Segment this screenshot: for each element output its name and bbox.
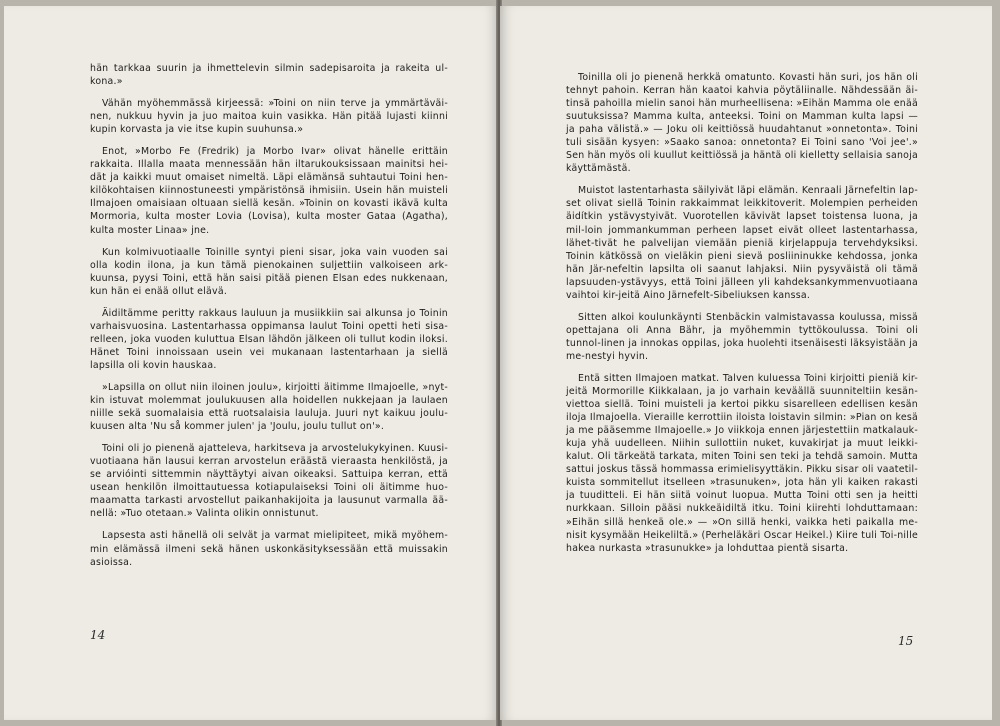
paragraph: »Lapsilla on ollut niin iloinen joulu», kirjoitti äitimme Ilmajoelle, »nyt-kin istuvat molemmat joulukuusen alla hoidellen nukkejaan ja laulaen niille sekä suomalaisia että ruotsalaisia lauluja. Juuri nyt kaikuu joulu-kuusen alta 'Nu så kommer julen' ja 'Joulu, joulu tullut on'». bbox=[90, 381, 448, 433]
paragraph: Äidiltämme peritty rakkaus lauluun ja musiikkiin sai alkunsa jo Toinin varhaisvuosina. Lastentarhassa oppimansa laulut Toini opetti heti sisa-relleen, joka vuoden kuluttua Elsan lähdön jälkeen oli tullut kodin iloksi. Hänet Toini innoissaan usein vei mukanaan lastentarhaan ja siellä lapsilla oli kovin hauskaa. bbox=[90, 307, 448, 371]
paragraph: Vähän myöhemmässä kirjeessä: »Toini on niin terve ja ymmärtäväi-nen, nukkuu hyvin ja juo maitoa kuin vasikka. Hän pitää lujasti kiinni kupin korvasta ja vie itse kupin suuhunsa.» bbox=[90, 98, 448, 136]
page-number-left: 14 bbox=[90, 628, 106, 642]
left-page bbox=[4, 6, 498, 720]
right-page-text bbox=[566, 71, 918, 564]
paragraph: Enot, »Morbo Fe (Fredrik) ja Morbo Ivar» olivat hänelle erittäin rakkaita. Illalla maata mennessään hän iltarukouksissaan mainitsi hei-dät ja kaikki muut omaiset nimeltä. Läpi elämänsä suhtautui Toini hen-kilökohtaisen kiinnostuneesti ympäristönsä ihmisiin. Usein hän muisteli Ilmajoen omaisiaan oltuaan siellä kesän. »Toinin on kovasti ikävä kulta Mormoria, kulta moster Lovia (Lovisa), kulta moster Gataa (Agatha), kulta moster Linaa» jne. bbox=[90, 146, 448, 236]
paragraph: hän tarkkaa suurin ja ihmettelevin silmin sadepisaroita ja rakeita ul-kona.» bbox=[90, 63, 448, 88]
paragraph: Lapsesta asti hänellä oli selvät ja varmat mielipiteet, mikä myöhem-min elämässä ilmeni sekä hänen uskonkäsityksessään että muissakin asioissa. bbox=[90, 530, 448, 568]
right-page bbox=[500, 6, 992, 720]
paragraph: Entä sitten Ilmajoen matkat. Talven kuluessa Toini kirjoitti pieniä kir-jeitä Mormorille Kiikkalaan, ja jo varhain keväällä suunniteltiin kesän-viettoa siellä. Toini muisteli ja kertoi pikku sisarelleen edellisen kesän iloja Ilmajoella. Vieraille kerrottiin iloista loistavin silmin: »Pian on kesä ja me pääsemme Ilmajoelle.» Jo viikkoja ennen järjestettiin matkalauk-kuja yhä uudelleen. Niihin sullottiin nuket, kuvakirjat ja muut leikki-kalut. Oli tärkeätä tarkata, miten Toini sen teki ja tehdä samoin. Mutta sattui joskus tässä hommassa erimielisyyttäkin. Pikku sisar oli vaatetil-kuista sommitellut itselleen »trasunuken», jota hän yli kaiken rakasti ja tuuditteli. Ei hän siitä voinut luopua. Mutta Toini otti sen ja heitti nurkkaan. Silloin pääsi nukkeäidiltä itku. Toini kiirehti lohduttamaan: »Eihän sillä henkeä ole.» — »On sillä henki, vaikka heti paikalla me-nisit kysymään Heikeliltä.» (Perheläkäri Oscar Heikel.) Kiire tuli Toi-nille hakea nurkasta »trasunukke» ja lohduttaa pientä sisarta. bbox=[566, 372, 918, 554]
paragraph: Muistot lastentarhasta säilyivät läpi elämän. Kenraali Järnefeltin lap-set olivat siellä Toinin rakkaimmat leikkitoverit. Molempien perheiden äidítkin ystävystyivät. Vuorotellen kävivät lapset toistensa luona, ja mil-loin jommankumman perheen lapset eivät olleet lastentarhassa, lähet-tivät he palvelijan viemään pieniä kirjelappuja tervehdyksiksi. Toinin kätkössä on vieläkin pieni sievä posliininukke kehdossa, jonka hän Jär-nefeltin lapsilta oli saanut lahjaksi. Niin pysyväistä oli tämä lapsuuden-ystävyys, että Toini jälleen yli kahdeksankymmenvuotiaana vaihtoi kir-jeitä Aino Järnefelt-Sibeliuksen kanssa. bbox=[566, 185, 918, 301]
paragraph: Sitten alkoi koulunkäynti Stenbäckin valmistavassa koulussa, missä opettajana oli Anna Bähr, ja myöhemmin tyttökoulussa. Toini oli tunnol-linen ja innokas oppilas, joka huolehti itsenäisesti läksyistään ja me-nestyi hyvin. bbox=[566, 311, 918, 362]
page-number-right: 15 bbox=[898, 634, 914, 648]
paragraph: Toini oli jo pienenä ajatteleva, harkitseva ja arvostelukykyinen. Kuusi-vuotiaana hän lausui kerran arvostelun eräästä vieraasta henkilöstä, ja se arvióinti sittemmin näyttäytyi aivan oikeaksi. Sattuipa kerran, että usean henkilön ilmoittautuessa kotiapulaiseksi Toini oli äitimme huo-maamatta tarkasti arvostellut paikanhakijoita ja lausunut varmalla ää-nellä: »Tuo otetaan.» Valinta olikin onnistunut. bbox=[90, 443, 448, 520]
paragraph: Kun kolmivuotiaalle Toinille syntyi pieni sisar, joka vain vuoden sai olla kodin ilona, ja kun tämä pienokainen suljettiin valkoiseen ark-kuunsa, pyysi Toini, että hän saisi pitää pienen Elsan edes nukkenaan, kun hän ei enää ollut elävä. bbox=[90, 246, 448, 297]
paragraph: Toinilla oli jo pienenä herkkä omatunto. Kovasti hän suri, jos hän oli tehnyt pahoin. Kerran hän kaatoi kahvia pöytäliinalle. Nähdessään äi-tinsä pahoilla mielin sanoi hän murheellisena: »Eihän Mamma ole enää suutuksissa? Mamma kulta, anteeksi. Toini on Mamman kulta lapsi — ja paha välistä.» — Joku oli keittiössä huudahtanut »onnetonta». Toini tuli sisään kysyen: »Saako sanoa: onnetonta? Ei Toini sano 'Voi jee'.» Sen hän myös oli kuullut keittiössä ja häntä oli kielletty sellaisia sanoja käyttämästä. bbox=[566, 72, 918, 175]
left-page-text bbox=[90, 62, 448, 578]
